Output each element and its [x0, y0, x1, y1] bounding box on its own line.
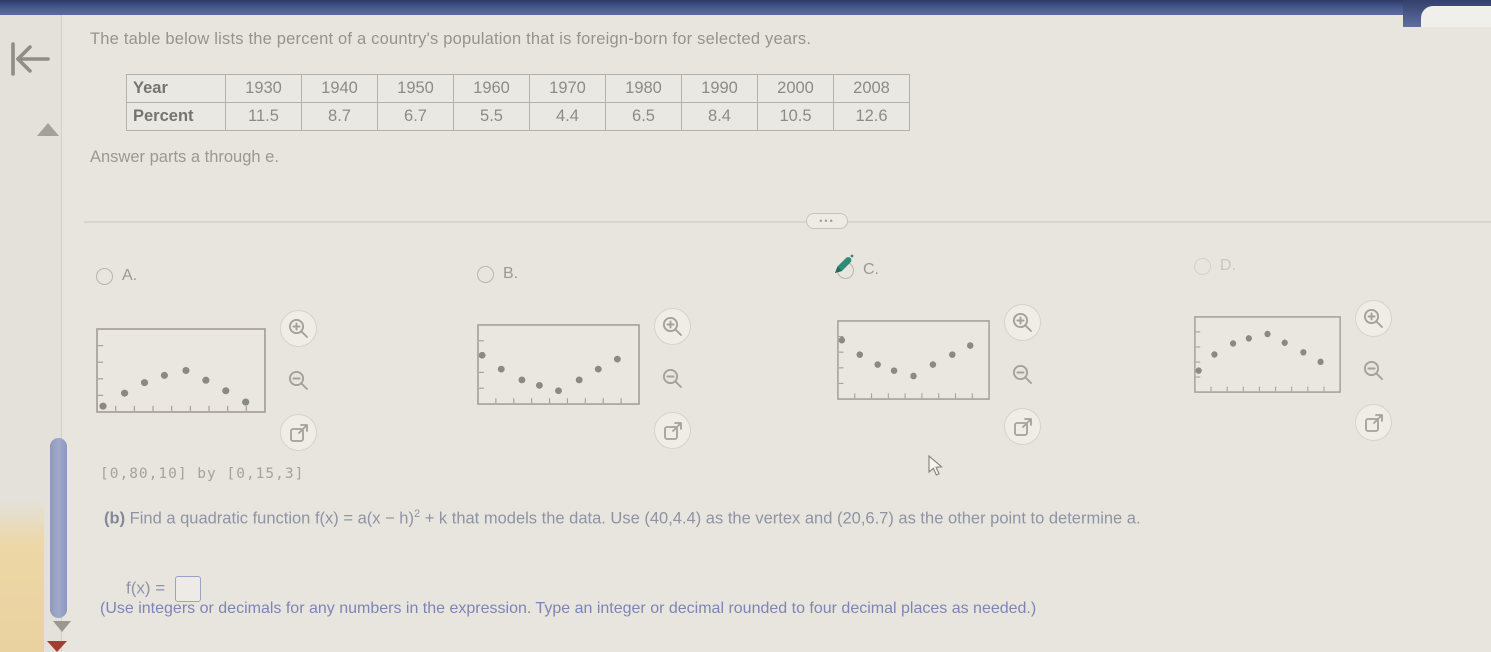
option-label[interactable]: D. [1220, 257, 1236, 274]
plot-icon-stack [280, 310, 317, 451]
fx-label: f(x) = [126, 578, 166, 598]
page-corner-shading [0, 500, 44, 652]
table-cell: 1980 [606, 75, 682, 103]
answer-instruction: Answer parts a through e. [90, 148, 279, 166]
plot-icon-stack [1355, 300, 1392, 441]
formula-exponent: 2 [413, 508, 421, 520]
table-cell: 4.4 [530, 103, 606, 131]
part-b-formula-tail: + k [420, 509, 452, 528]
row-header: Year [127, 75, 226, 103]
answer-option [1194, 256, 1491, 441]
option-radio[interactable] [477, 266, 494, 283]
zoom-in-icon[interactable] [280, 310, 317, 347]
scatter-plot-thumbnail [477, 324, 640, 405]
row-header: Percent [127, 103, 226, 131]
zoom-in-icon[interactable] [1004, 304, 1041, 341]
answer-option [96, 266, 396, 451]
top-bar-right-segment [1403, 0, 1491, 27]
table-cell: 6.5 [606, 103, 682, 131]
option-header [837, 260, 1137, 280]
mouse-cursor [928, 455, 944, 482]
scroll-up-arrow-icon[interactable] [37, 123, 59, 136]
open-graph-external-icon[interactable] [654, 412, 691, 449]
more-options-button[interactable]: ••• [806, 213, 848, 229]
option-header [1194, 256, 1491, 276]
option-body [477, 324, 777, 449]
plot-icon-stack [654, 308, 691, 449]
answer-format-note: (Use integers or decimals for any numbers in the expression. Type an integer or decimal rounded to four decimal places as needed.) [100, 600, 1037, 617]
part-b-prompt [104, 508, 1404, 529]
part-b-text-before: Find a quadratic function [125, 509, 315, 528]
browser-top-bar [0, 0, 1491, 15]
open-graph-external-icon[interactable] [280, 414, 317, 451]
table-row [127, 75, 910, 103]
part-b-text-after: that models the data. Use (40,4.4) as the vertex and (20,6.7) as the other point to determine a. [451, 509, 1141, 528]
table-cell: 2000 [758, 75, 834, 103]
table-cell: 5.5 [454, 103, 530, 131]
table-cell: 8.4 [682, 103, 758, 131]
scatter-plot-thumbnail [96, 328, 266, 413]
option-body [96, 326, 396, 451]
zoom-out-icon[interactable] [1004, 356, 1041, 393]
answer-option [477, 264, 777, 449]
zoom-in-icon[interactable] [1355, 300, 1392, 337]
table-cell: 2008 [834, 75, 910, 103]
data-table [126, 74, 910, 131]
option-label[interactable]: B. [503, 265, 519, 282]
table-cell: 1930 [226, 75, 302, 103]
table-cell: 1990 [682, 75, 758, 103]
part-b-formula: f(x) = a(x − h) [314, 509, 414, 528]
zoom-in-icon[interactable] [654, 308, 691, 345]
section-divider [84, 221, 1491, 223]
table-cell: 1960 [454, 75, 530, 103]
table-cell: 11.5 [226, 103, 302, 131]
option-label[interactable]: C. [863, 261, 879, 278]
selected-pencil-icon [831, 253, 855, 282]
open-graph-external-icon[interactable] [1004, 408, 1041, 445]
option-body [1194, 316, 1491, 441]
table-cell: 1940 [302, 75, 378, 103]
question-title: The table below lists the percent of a country's population that is foreign-born for selected years. [90, 30, 812, 48]
option-header [96, 266, 396, 286]
option-radio[interactable] [1194, 258, 1211, 275]
function-answer-row [126, 576, 201, 602]
collapse-panel-icon[interactable] [7, 39, 51, 84]
table-cell: 6.7 [378, 103, 454, 131]
scroll-down-arrow-icon[interactable] [53, 621, 71, 632]
content-card-corner [1421, 6, 1491, 27]
table-cell: 1970 [530, 75, 606, 103]
option-header [477, 264, 777, 284]
scroll-marker-icon[interactable] [47, 641, 67, 652]
option-label[interactable]: A. [122, 267, 138, 284]
table-cell: 8.7 [302, 103, 378, 131]
zoom-out-icon[interactable] [654, 360, 691, 397]
option-radio[interactable] [96, 268, 113, 285]
scatter-plot-thumbnail [837, 320, 990, 400]
open-graph-external-icon[interactable] [1355, 404, 1392, 441]
option-body [837, 320, 1137, 445]
answer-option [837, 260, 1137, 445]
zoom-out-icon[interactable] [1355, 352, 1392, 389]
scatter-plot-thumbnail [1194, 316, 1341, 393]
table-cell: 1950 [378, 75, 454, 103]
part-b-label: (b) [104, 509, 126, 528]
plot-icon-stack [1004, 304, 1041, 445]
table-cell: 12.6 [834, 103, 910, 131]
function-answer-input[interactable] [175, 576, 201, 602]
zoom-out-icon[interactable] [280, 362, 317, 399]
table-row [127, 103, 910, 131]
table-cell: 10.5 [758, 103, 834, 131]
data-table-body [127, 75, 910, 131]
viewing-window-label: [0,80,10] by [0,15,3] [100, 466, 305, 482]
scrollbar-thumb[interactable] [50, 438, 67, 618]
